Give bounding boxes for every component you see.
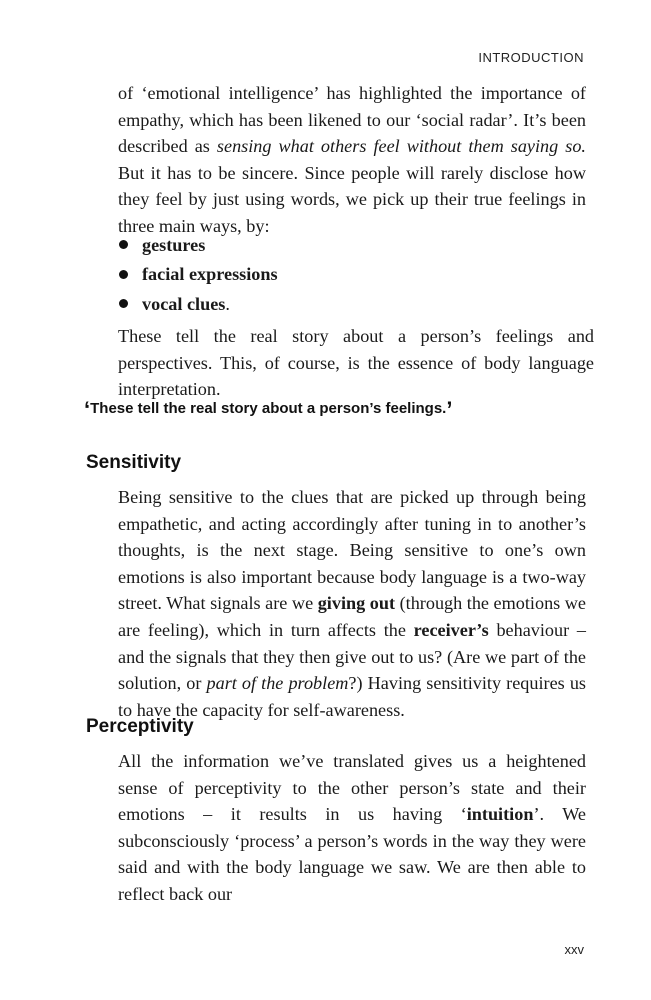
paragraph-body-language: These tell the real story about a person’s feelings and perspectives. This, of course, is the essence of body language interpretation. xyxy=(118,326,594,400)
open-quote-mark: ‘ xyxy=(84,397,91,422)
bullet-list xyxy=(118,230,586,319)
page-number: xxv xyxy=(564,942,584,957)
list-item xyxy=(118,260,586,290)
bold-phrase: receiver’s xyxy=(413,619,489,640)
text-span: ?) Having sensitivity requires us to have the capacity for self-awareness. xyxy=(118,673,586,720)
close-quote-mark: ’ xyxy=(446,397,453,422)
text-span: of ‘emotional intelligence’ has highlighted the importance of empathy, which has been likened to our ‘social radar’. It’s been described as xyxy=(118,83,586,157)
bullet-icon xyxy=(119,240,128,249)
text-span: All the information we’ve translated gives us a heightened sense of perceptivity to the other person’s state and their emotions – it results in us having ‘ xyxy=(118,751,586,825)
bold-phrase: intuition xyxy=(466,804,534,825)
text-span: (through the emotions we are feeling), which in turn affects the xyxy=(118,593,586,640)
text-span: But it has to be sincere. Since people will rarely disclose how they feel by just using words, we pick up their true feelings in three main ways, by: xyxy=(118,162,586,236)
text-span: Being sensitive to the clues that are picked up through being empathetic, and acting accordingly after tuning in to another’s thoughts, is the next stage. Being sensitive to one’s own emotions is also important because body language is a two-way street. What signals are we xyxy=(118,487,586,614)
paragraph-sensitivity xyxy=(118,484,586,723)
bullet-label: vocal clues xyxy=(142,293,226,314)
bullet-icon xyxy=(119,270,128,279)
running-head: INTRODUCTION xyxy=(478,50,584,65)
list-item xyxy=(118,289,586,319)
paragraph-empathy xyxy=(118,80,586,240)
text-span: behaviour – and the signals that they then give out to us? (Are we part of the solution, or xyxy=(118,619,586,694)
list-item xyxy=(118,230,586,260)
pull-quote xyxy=(84,397,453,422)
section-heading-perceptivity: Perceptivity xyxy=(86,716,194,737)
paragraph-perceptivity xyxy=(118,748,586,908)
italic-phrase: sensing what others feel without them saying so. xyxy=(216,136,586,157)
italic-phrase: part of the problem xyxy=(206,673,349,694)
bold-phrase: giving out xyxy=(317,593,396,614)
pull-quote-text: These tell the real story about a person’s feelings. xyxy=(90,400,447,417)
bullet-suffix: . xyxy=(225,293,230,314)
bullet-icon xyxy=(119,299,128,308)
bullet-label: facial expressions xyxy=(142,264,278,285)
bullet-label: gestures xyxy=(142,234,206,255)
text-span: ’. We subconsciously ‘process’ a person’s words in the way they were said and with the body language we saw. We are then able to reflect back our xyxy=(118,804,586,904)
section-heading-sensitivity: Sensitivity xyxy=(86,452,182,473)
